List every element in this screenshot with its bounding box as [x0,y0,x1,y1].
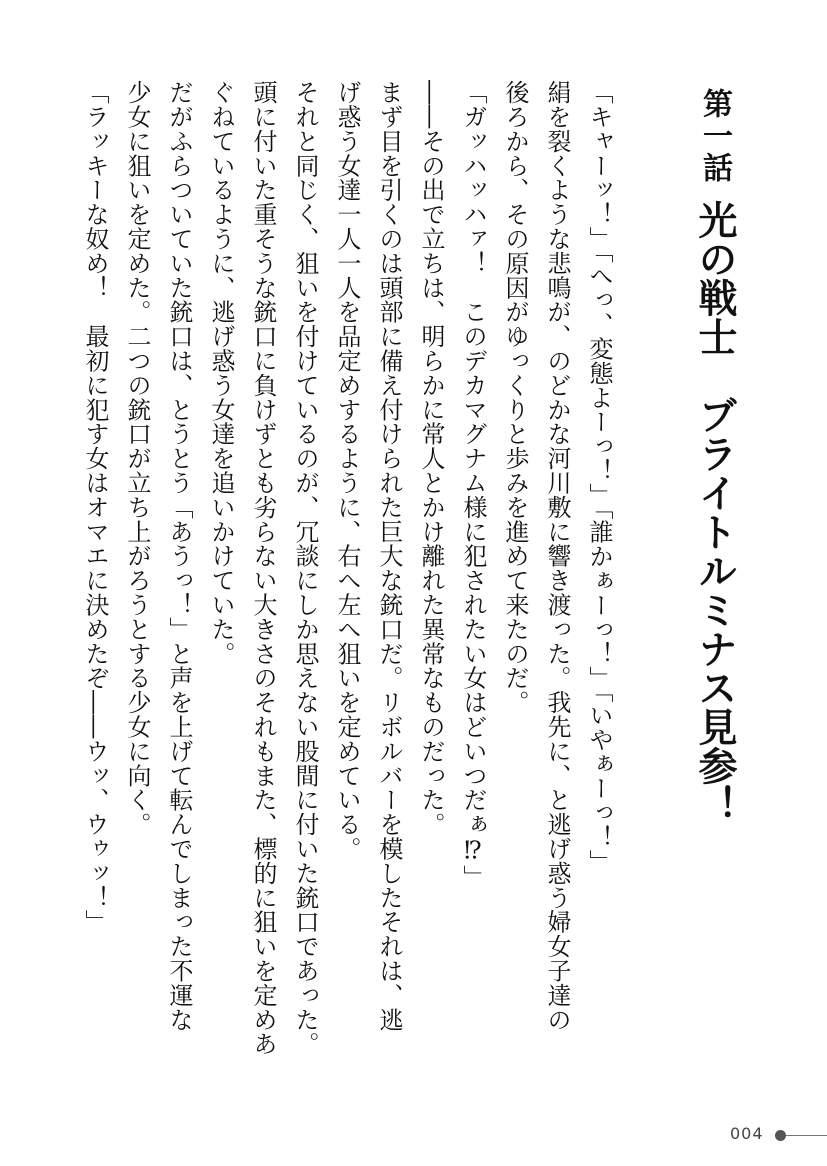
footer-rule [786,1135,827,1136]
body-text [60,80,620,1120]
text-line: げ惑う女達一人一人を品定めするように、右へ左へ狙いを定めている。 [333,80,361,861]
text-line: 「キャーッ！」「へっ、変態よーっ！」「誰かぁーっ！」「いやぁーっ！」 [585,80,613,874]
text-line: まず目を引くのは頭部に備え付けられた巨大な銃口だ。リボルバーを模したそれは、逃 [375,80,403,1032]
text-line: だがふらついていた銃口は、とうとう「あうっ！」と声を上げて転んでしまった不運な [165,80,193,1032]
text-line: 「ガッハッハァ！ このデカマグナム様に犯されたい女はどいつだぁ⁉」 [459,80,487,890]
text-line: 少女に狙いを定めた。二つの銃口が立ち上がろうとする少女に向く。 [123,80,151,837]
footer-dot-icon [775,1130,786,1141]
text-line: ――その出で立ちは、明らかに常人とかけ離れた異常なものだった。 [417,80,445,837]
text-line: 後ろから、その原因がゆっくりと歩みを進めて来たのだ。 [501,80,529,715]
text-line: それと同じく、狙いを付けているのが、冗談にしか思えない股間に付いた銃口であった。 [291,80,319,1056]
chapter-label: 第一話 [697,88,732,184]
text-line: 頭に付いた重そうな銃口に負けずとも劣らない大きさのそれもまた、標的に狙いを定めあ [249,80,277,1056]
text-line: 絹を裂くような悲鳴が、のどかな河川敷に響き渡った。我先に、と逃げ惑う婦女子達の [543,80,571,1032]
text-line: 「ラッキーな奴め！ 最初に犯す女はオマエに決めたぞ――ウッ、ウゥッ！」 [81,80,109,934]
chapter-heading [672,88,756,888]
chapter-title: 光の戦士 ブライトルミナス見参！ [692,200,737,824]
page-footer [720,1124,827,1148]
text-line: ぐねているように、逃げ惑う女達を追いかけていた。 [207,80,235,666]
page-number: 004 [730,1124,764,1143]
